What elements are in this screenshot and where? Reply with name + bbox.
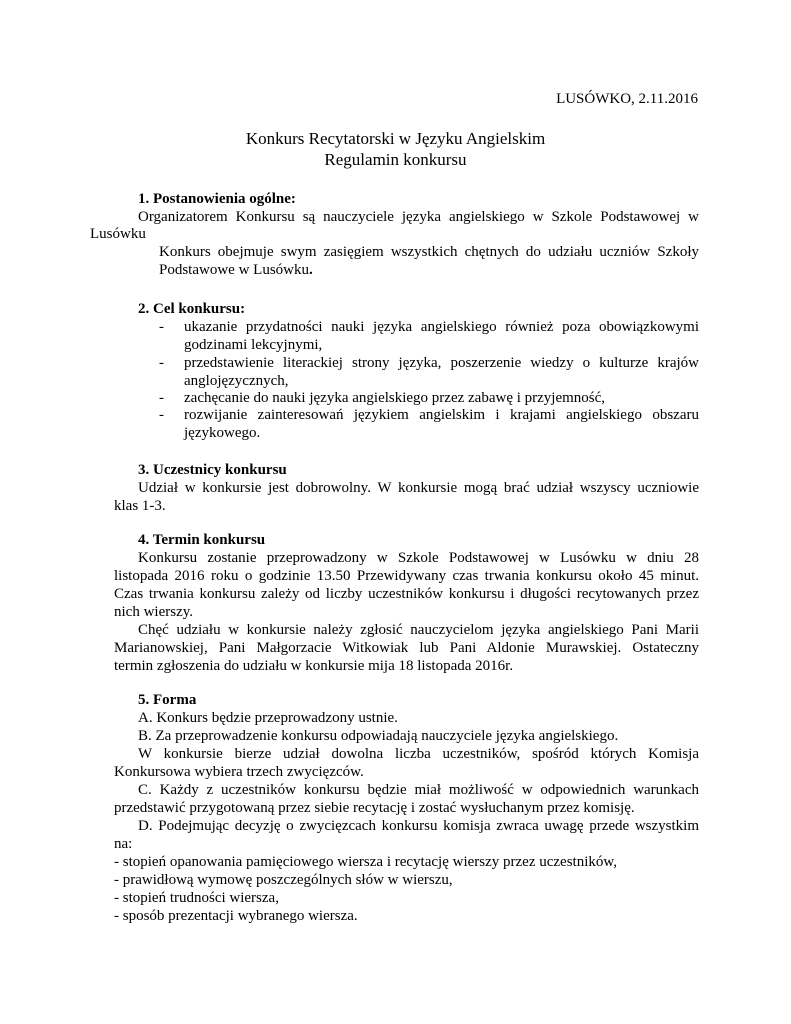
- section-1-text: Organizatorem Konkursu są nauczyciele języka angielskiego w Szkole Podstawowej w: [138, 209, 699, 225]
- criteria-item: - sposób prezentacji wybranego wiersza.: [114, 908, 358, 924]
- document-page: LUSÓWKO, 2.11.2016 Konkurs Recytatorski w Języku Angielskim Regulamin konkursu 1. Postanowienia ogólne: Organizatorem Konkursu są nauczyciele języka angielskiego w Szkole Podstawowej w Lusówku Konkurs obejmuje swym zasięgiem wszystkich chętnych do udziału uczniów Szkoły Podstawowe w Lusówku. 2. Cel konkursu: - ukazanie przydatności nauki języka angielskiego również poza obowiązkowymi godzinami lekcyjnymi, - przedstawienie literackiej strony języka, poszerzenie wiedzy o kulturze krajów anglojęzycznych, - zachęcanie do nauki języka angielskiego przez zabawę i przyjemność, - rozwijanie zainteresowań językiem angielskim i krajami angielskiego obszaru językowego. 3. Uczestnicy konkursu Udział w konkursie jest dobrowolny. W konkursie mogą brać udział wszyscy uczniowie klas 1-3. 4. Termin konkursu Konkursu zostanie przeprowadzony w Szkole Podstawowej w Lusówku w dniu 28 listopada 2016 roku o godzinie 13.50 Przewidywany czas trwania konkursu około 45 minut. Czas trwania konkursu zależy od liczby uczestników konkursu i długości recytowanych przez nich wierszy. Chęć udziału w konkursie należy zgłosić nauczycielom języka angielskiego Pani Marii Marianowskiej, Pani Małgorzacie Witkowiak lub Pani Aldonie Murawskiej. Ostateczny termin zgłoszenia do udziału w konkursie mija 18 listopada 2016r. 5. Forma A. Konkurs będzie przeprowadzony ustnie. B. Za przeprowadzenie konkursu odpowiadają nauczyciele języka angielskiego. W konkursie bierze udział dowolna liczba uczestników, spośród których Komisja Konkursowa wybiera trzech zwycięzców. C. Każdy z uczestników konkursu będzie miał możliwość w odpowiednich warunkach przedstawić przygotowaną przez siebie recytację i zostać wysłuchanym przez komisję. D. Podejmując decyzję o zwycięzcach konkursu komisja zwraca uwagę przede wszystkim na: - stopień opanowania pamięciowego wiersza i recytację wierszy przez uczestników, - prawidłową wymowę poszczególnych słów w wierszu, - stopień trudności wiersza, - sposób prezentacji wybranego wiersza.: [0, 0, 791, 1024]
- section-3-text: Udział w konkursie jest dobrowolny. W konkursie mogą brać udział wszyscy uczniowie: [138, 480, 699, 496]
- section-5-text: Konkursowa wybiera trzech zwycięzców.: [114, 764, 364, 780]
- section-4-text: listopada 2016 roku o godzinie 13.50 Przewidywany czas trwania konkursu około 45 minut.: [114, 568, 699, 584]
- section-4-text: Chęć udziału w konkursie należy zgłosić nauczycielom języka angielskiego Pani Marii: [138, 622, 699, 638]
- section-1-heading: 1. Postanowienia ogólne:: [138, 191, 296, 207]
- section-5-text: na:: [114, 836, 133, 852]
- section-4-text: Konkursu zostanie przeprowadzony w Szkole Podstawowej w Lusówku w dniu 28: [138, 550, 699, 566]
- document-title: Konkurs Recytatorski w Języku Angielskim: [245, 129, 546, 148]
- section-5-text: przedstawić przygotowaną przez siebie recytację i zostać wysłuchanym przez komisję.: [114, 800, 635, 816]
- place-date: LUSÓWKO, 2.11.2016: [556, 91, 698, 107]
- section-4-text: Marianowskiej, Pani Małgorzacie Witkowiak lub Pani Aldonie Murawskiej. Ostateczny: [114, 640, 699, 656]
- section-2-heading: 2. Cel konkursu:: [138, 301, 246, 317]
- criteria-item: - stopień trudności wiersza,: [114, 890, 279, 906]
- section-1-text: Lusówku: [90, 226, 146, 242]
- section-5-text: C. Każdy z uczestników konkursu będzie miał możliwość w odpowiednich warunkach: [138, 782, 699, 798]
- section-4-text: nich wierszy.: [114, 604, 193, 620]
- criteria-item: - prawidłową wymowę poszczególnych słów w wierszu,: [114, 872, 453, 888]
- section-3-text: klas 1-3.: [114, 498, 166, 514]
- section-5-text: B. Za przeprowadzenie konkursu odpowiadają nauczyciele języka angielskiego.: [138, 728, 619, 744]
- section-1-text: Konkurs obejmuje swym zasięgiem wszystkich chętnych do udziału uczniów Szkoły: [159, 244, 699, 260]
- document-subtitle: Regulamin konkursu: [324, 150, 467, 169]
- criteria-item: - stopień opanowania pamięciowego wiersza i recytację wierszy przez uczestników,: [114, 854, 617, 870]
- section-5-heading: 5. Forma: [138, 692, 197, 708]
- section-5-text: D. Podejmując decyzję o zwycięzcach konkursu komisja zwraca uwagę przede wszystkim: [138, 818, 699, 834]
- section-5-text: W konkursie bierze udział dowolna liczba uczestników, spośród których Komisja: [138, 746, 699, 762]
- section-4-text: Czas trwania konkursu zależy od liczby uczestników konkursu i długości recytowanych przez: [114, 586, 699, 602]
- section-5-text: A. Konkurs będzie przeprowadzony ustnie.: [138, 710, 398, 726]
- section-4-text: termin zgłoszenia do udziału w konkursie mija 18 listopada 2016r.: [114, 658, 514, 674]
- section-4-heading: 4. Termin konkursu: [138, 532, 266, 548]
- section-1-text: Podstawowe w Lusówku.: [159, 262, 313, 278]
- section-3-heading: 3. Uczestnicy konkursu: [138, 462, 287, 478]
